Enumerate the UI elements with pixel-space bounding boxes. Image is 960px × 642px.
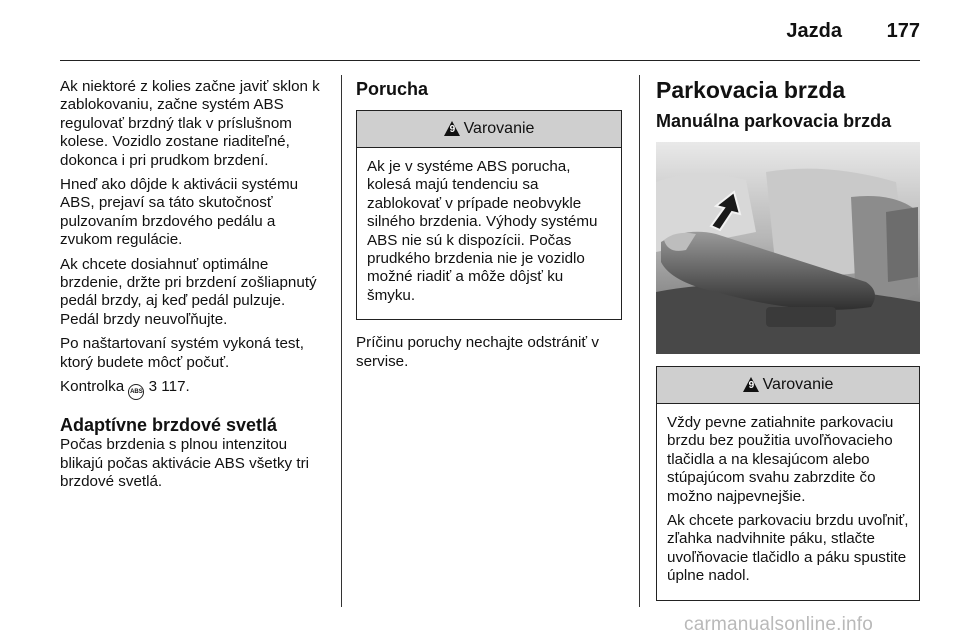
warning-box: [656, 366, 920, 601]
header-rule: [60, 60, 920, 61]
abs-warning-icon: ABS: [128, 384, 144, 400]
warning-text: Ak chcete parkovaciu brzdu uvoľniť, zľahka nadvihnite páku, stlačte uvoľňovacie tlačidlo a páku spustite úplne nadol.: [667, 512, 909, 585]
subsection-title-manual-parking-brake: Manuálna parkovacia brzda: [656, 111, 892, 131]
indicator-reference: [60, 378, 328, 400]
warning-body: [657, 404, 919, 600]
paragraph: Ak chcete dosiahnuť optimálne brzdenie, držte pri brzdení zošliapnutý pedál brzdy, aj keď pedál pulzuje. Pedál brzdy neuvoľňujte.: [60, 255, 317, 328]
column-divider-1: [341, 75, 342, 607]
page-title: Jazda: [786, 20, 842, 42]
warning-title: Varovanie: [762, 375, 834, 393]
warning-text: Vždy pevne zatiahnite parkovaciu brzdu bez použitia uvoľňovacieho tlačidla a na klesajúcom alebo stúpajúcom svahu zabrzdite čo možno najpevnejšie.: [667, 414, 894, 505]
paragraph: Príčinu poruchy nechajte odstrániť v servise.: [356, 334, 599, 370]
indicator-label: Kontrolka: [60, 378, 125, 396]
paragraph: Ak niektoré z kolies začne javiť sklon k zablokovaniu, začne systém ABS regulovať brzdný tlak v príslušnom kolese. Vozidlo zostane riaditeľné, dokonca i pri prudkom brzdení.: [60, 78, 320, 169]
parking-brake-lever-image: [656, 142, 920, 354]
section-title-parking-brake: Parkovacia brzda: [656, 77, 846, 103]
section-heading-adaptive-brake-lights: Adaptívne brzdové svetlá: [60, 415, 278, 436]
warning-box: [356, 110, 622, 320]
column-right: [656, 78, 920, 601]
page-header: [60, 14, 920, 48]
warning-triangle-icon: 9: [743, 377, 759, 392]
paragraph: Po naštartovaní systém vykoná test, ktorý budete môcť počuť.: [60, 335, 304, 371]
warning-header: [357, 111, 621, 148]
warning-triangle-icon: 9: [444, 121, 460, 136]
warning-body: [357, 148, 621, 319]
column-left: [60, 78, 328, 497]
warning-text: Ak je v systéme ABS porucha, kolesá majú tendenciu sa zablokovať v prípade neobvykle silného brzdenia. Výhody systému ABS nie sú k dispozícii. Počas prudkého brzdenia nie je vozidlo možné riadiť a môže dôjsť ku šmyku.: [367, 158, 598, 304]
paragraph: Počas brzdenia s plnou intenzitou blikajú počas aktivácie ABS všetky tri brzdové svetlá.: [60, 436, 310, 490]
column-middle: [356, 78, 622, 377]
paragraph: Hneď ako dôjde k aktivácii systému ABS, prejaví sa táto skutočnosť pulzovaním brzdového pedálu a zvukom regulácie.: [60, 176, 299, 249]
page-number: 177: [886, 20, 920, 42]
section-heading-fault: Porucha: [356, 79, 429, 99]
warning-title: Varovanie: [463, 119, 535, 137]
page-reference: 3 117.: [148, 378, 190, 396]
warning-header: [657, 367, 919, 404]
column-divider-2: [639, 75, 640, 607]
watermark: carmanualsonline.info: [684, 614, 874, 635]
parking-brake-photo: [656, 142, 920, 354]
